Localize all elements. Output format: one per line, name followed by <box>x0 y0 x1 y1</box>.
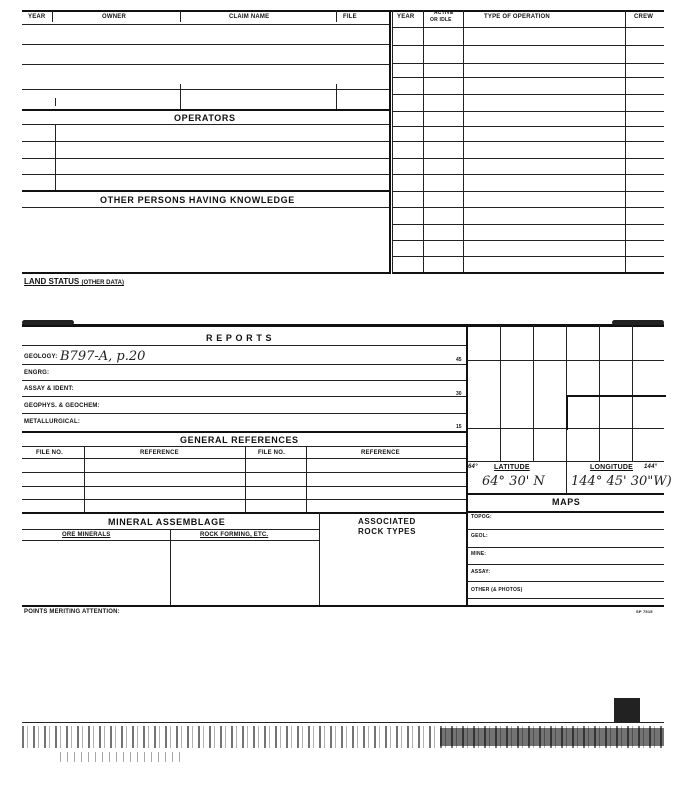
rule <box>393 111 664 112</box>
maps-assay: ASSAY: <box>471 569 491 575</box>
col-file: FILE <box>343 14 357 20</box>
rule <box>393 158 664 159</box>
op-col-type: TYPE OF OPERATION <box>484 14 550 20</box>
engrg-label: ENGRG: <box>24 370 50 376</box>
ref-col-file-no-2: FILE NO. <box>258 450 285 456</box>
maps-geol: GEOL: <box>471 533 488 539</box>
rule <box>22 190 389 192</box>
op-col-year: YEAR <box>397 14 415 20</box>
maps-mine: MINE: <box>471 551 487 557</box>
smudge <box>612 320 664 325</box>
rule <box>22 486 467 487</box>
assay-label: ASSAY & IDENT: <box>24 386 74 392</box>
scale-30: 30 <box>456 391 462 397</box>
rule <box>393 256 664 257</box>
location-marker <box>566 395 666 430</box>
grid-line <box>533 325 534 461</box>
rock-forming-label: ROCK FORMING, ETC. <box>200 532 269 538</box>
rule <box>393 63 664 64</box>
scale-15: 15 <box>456 424 462 430</box>
rule <box>22 158 389 159</box>
divider <box>55 98 56 106</box>
rule <box>22 109 389 111</box>
associated-line2: ROCK TYPES <box>358 527 417 536</box>
rule <box>22 380 467 381</box>
center-divider <box>392 10 393 274</box>
center-divider <box>389 10 391 274</box>
geology-label: GEOLOGY: <box>24 354 58 360</box>
rule <box>467 581 664 582</box>
rule <box>393 141 664 142</box>
rule <box>22 472 467 473</box>
bottom-rule <box>22 605 664 607</box>
rule <box>22 64 389 65</box>
noise-sparse <box>60 752 180 762</box>
divider <box>55 124 56 190</box>
grid-line <box>632 325 633 461</box>
points-meriting-attention: POINTS MERITING ATTENTION: <box>24 609 120 615</box>
ore-minerals-label: ORE MINERALS <box>62 532 111 538</box>
col-claim-name: CLAIM NAME <box>229 14 270 20</box>
ref-col-reference-2: REFERENCE <box>361 450 400 456</box>
land-status <box>24 277 124 286</box>
rule <box>22 272 389 274</box>
rule <box>393 77 664 78</box>
rule <box>393 126 664 127</box>
divider <box>625 10 626 274</box>
rule <box>22 124 389 125</box>
rule <box>22 499 467 500</box>
grid-line <box>467 360 664 361</box>
op-col-crew: CREW <box>634 14 654 20</box>
rule <box>467 493 664 495</box>
divider <box>463 10 464 274</box>
maps-other: OTHER (& PHOTOS) <box>471 587 523 593</box>
grid-line <box>566 325 567 461</box>
lat-prefix: 64° <box>468 464 478 470</box>
reports-heading: R E P O R T S <box>206 333 273 343</box>
land-status-sub: (OTHER DATA) <box>81 280 124 286</box>
rule <box>393 45 664 46</box>
col-owner: OWNER <box>102 14 126 20</box>
rule <box>22 396 467 397</box>
rule <box>22 141 389 142</box>
rule <box>393 174 664 175</box>
grid-line <box>599 325 600 461</box>
latitude-label: LATITUDE <box>494 464 530 471</box>
divider <box>84 446 85 512</box>
divider <box>170 529 171 605</box>
rule <box>22 24 389 25</box>
maps-topog: TOPOG: <box>471 514 492 520</box>
divider <box>319 512 320 605</box>
grid-line <box>500 325 501 461</box>
divider <box>336 10 337 22</box>
rule <box>22 174 389 175</box>
ref-col-file-no-1: FILE NO. <box>36 450 63 456</box>
rule <box>467 598 664 599</box>
divider <box>306 446 307 512</box>
longitude-value: 144° 45' 30"W) <box>571 474 672 489</box>
rule <box>467 547 664 548</box>
rule <box>467 529 664 530</box>
longitude-label: LONGITUDE <box>590 464 634 471</box>
rule <box>22 44 389 45</box>
rule <box>22 431 467 433</box>
col-year: YEAR <box>28 14 46 20</box>
rule <box>22 364 467 365</box>
rule <box>393 272 664 274</box>
noise-dense <box>440 728 664 746</box>
latitude-value: 64° 30' N <box>482 474 545 489</box>
maps-heading: MAPS <box>552 497 581 507</box>
mineral-heading: MINERAL ASSEMBLAGE <box>108 517 226 527</box>
op-col-active: ACTIVE <box>434 10 454 16</box>
rule <box>393 240 664 241</box>
associated-line1: ASSOCIATED <box>358 517 416 526</box>
divider <box>180 84 181 110</box>
rule <box>393 207 664 208</box>
divider <box>566 461 567 493</box>
divider <box>245 446 246 512</box>
scan-block <box>614 698 640 722</box>
rule <box>393 27 664 28</box>
rule <box>22 345 467 346</box>
geology-handwritten: B797-A, p.20 <box>60 349 146 364</box>
rule <box>22 512 467 514</box>
rule <box>393 191 664 192</box>
operators-heading: OPERATORS <box>174 113 236 123</box>
rule <box>467 511 664 513</box>
metallurgical-label: METALLURGICAL: <box>24 419 81 425</box>
divider <box>52 10 53 22</box>
divider <box>423 10 424 274</box>
divider <box>180 10 181 22</box>
rule <box>22 207 389 208</box>
scan-line <box>22 722 664 723</box>
section-rule <box>22 324 664 327</box>
rule <box>467 564 664 565</box>
rule <box>393 224 664 225</box>
rule <box>393 94 664 95</box>
op-col-idle: OR IDLE <box>430 17 452 23</box>
lon-suffix: 144° <box>644 464 658 470</box>
form-number: SP 7515 <box>636 609 653 614</box>
other-persons-heading: OTHER PERSONS HAVING KNOWLEDGE <box>100 195 295 205</box>
top-rule <box>22 10 664 12</box>
land-status-label: LAND STATUS <box>24 277 80 286</box>
divider <box>336 84 337 110</box>
smudge <box>22 320 74 325</box>
ref-col-reference-1: REFERENCE <box>140 450 179 456</box>
rule <box>22 413 467 414</box>
rule <box>22 89 389 90</box>
scale-45: 45 <box>456 357 462 363</box>
geophys-label: GEOPHYS. & GEOCHEM: <box>24 403 100 409</box>
general-references-heading: GENERAL REFERENCES <box>180 435 299 445</box>
